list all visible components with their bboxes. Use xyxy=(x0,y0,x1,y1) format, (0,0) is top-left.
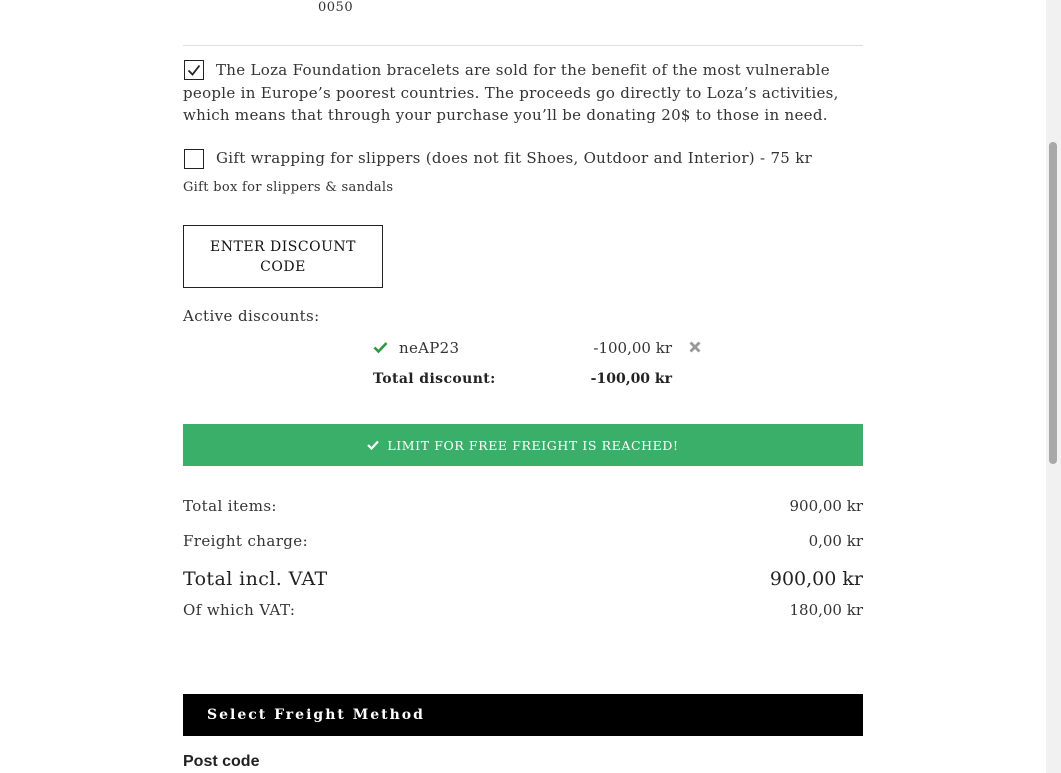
total-incl-vat-label: Total incl. VAT xyxy=(183,568,328,590)
banner-check-icon xyxy=(367,440,379,450)
vat-label: Of which VAT: xyxy=(183,601,296,619)
green-check-icon xyxy=(373,341,388,354)
freight-charge-label: Freight charge: xyxy=(183,532,309,550)
total-discount-value: -100,00 kr xyxy=(590,371,672,387)
divider xyxy=(183,45,863,46)
gift-wrap-checkbox[interactable] xyxy=(184,149,204,169)
total-items-value: 900,00 kr xyxy=(789,497,863,515)
active-discounts-label: Active discounts: xyxy=(183,307,320,325)
discount-amount: -100,00 kr xyxy=(593,339,672,357)
scrollbar-thumb[interactable] xyxy=(1049,142,1057,464)
post-code-label: Post code xyxy=(183,753,260,770)
remove-x-icon[interactable] xyxy=(688,340,702,354)
donation-text: The Loza Foundation bracelets are sold for the benefit of the most vulnerable people in Europe’s poorest countries. The proceeds go directly to Loza’s activities, which means that through your purchase you’ll be donating 20$ to those in need. xyxy=(183,61,839,124)
total-incl-vat-value: 900,00 kr xyxy=(769,568,863,590)
gift-wrap-label: Gift wrapping for slippers (does not fit Shoes, Outdoor and Interior) - 75 kr xyxy=(216,149,813,167)
discount-code: neAP23 xyxy=(399,339,460,357)
free-freight-banner xyxy=(183,424,863,466)
product-sku: 0050 xyxy=(318,0,354,15)
enter-discount-code-button[interactable]: ENTER DISCOUNT CODE xyxy=(183,225,383,288)
gift-wrap-sublabel: Gift box for slippers & sandals xyxy=(183,180,394,195)
total-discount-label: Total discount: xyxy=(373,371,496,387)
free-freight-text: LIMIT FOR FREE FREIGHT IS REACHED! xyxy=(387,437,679,453)
freight-charge-value: 0,00 kr xyxy=(808,532,863,550)
vat-value: 180,00 kr xyxy=(789,601,863,619)
select-freight-method-header[interactable]: Select Freight Method xyxy=(183,694,863,736)
total-items-label: Total items: xyxy=(183,497,277,515)
